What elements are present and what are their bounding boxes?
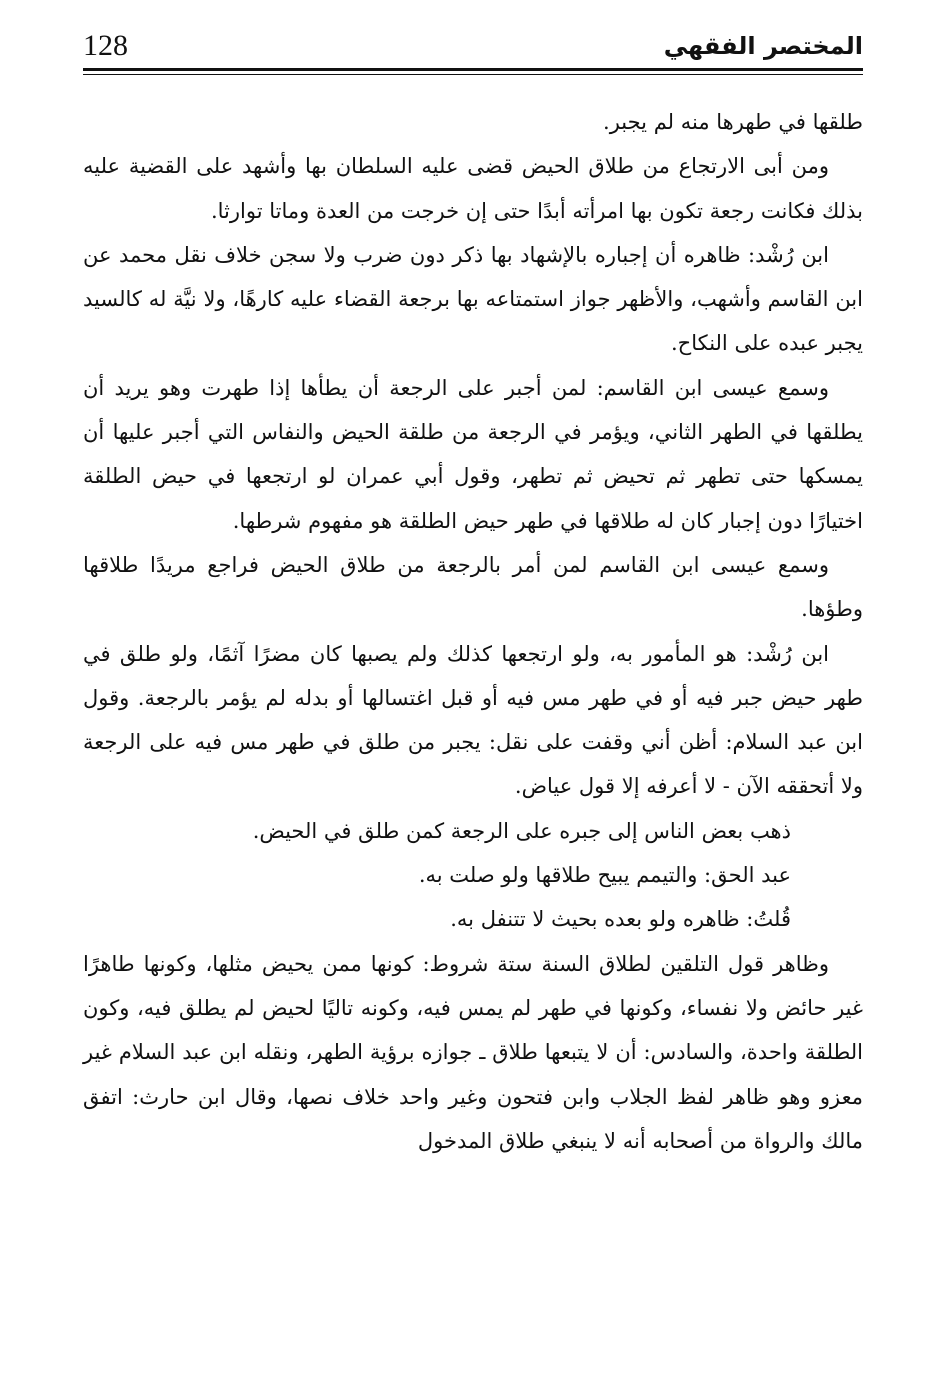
- paragraph-1: طلقها في طهرها منه لم يجبر.: [603, 110, 863, 134]
- paragraph-2: ومن أبى الارتجاع من طلاق الحيض قضى عليه السلطان بها وأشهد على القضية عليه بذلك فكانت رجعة تكون بها امرأته أبدًا حتى إن خرجت من العدة وماتا توارثا.: [83, 154, 863, 223]
- page-number: 128: [83, 29, 128, 62]
- paragraph-4: وسمع عيسى ابن القاسم: لمن أجبر على الرجعة أن يطأها إذا طهرت وهو يريد أن يطلقها في الطهر الثاني، ويؤمر في الرجعة من طلقة الحيض والنفاس التي أجبر عليها أن يمسكها حتى تطهر ثم تحيض ثم تطهر، وقول أبي عمران لو ارتجعها في حيض الطلقة اختيارًا دون إجبار كان له طلاقها في طهر حيض الطلقة هو مفهوم شرطها.: [83, 375, 863, 533]
- header-rule-thick: [83, 68, 863, 71]
- paragraph-6: ابن رُشْد: هو المأمور به، ولو ارتجعها كذلك ولم يصبها كان مضرًا آثمًا، ولو طلق في طهر حيض جبر فيه أو في طهر مس فيه أو قبل اغتسالها أو بدله لم يؤمر بالرجعة. وقول ابن عبد السلام: أظن أني وقفت على نقل: يجبر من طلق في طهر مس فيه على الرجعة ولا أتحققه الآن - لا أعرفه إلا قول عياض.: [83, 641, 863, 799]
- header-rule-thin: [83, 74, 863, 75]
- paragraph-5: وسمع عيسى ابن القاسم لمن أمر بالرجعة من طلاق الحيض فراجع مريدًا طلاقها وطؤها.: [83, 552, 863, 622]
- running-title: المختصر الفقهي: [663, 32, 863, 60]
- paragraph-10: وظاهر قول التلقين لطلاق السنة ستة شروط: كونها ممن يحيض مثلها، وكونها طاهرًا غير حائض ولا نفساء، وكونها في طهر لم يمس فيه، وكونه تاليًا لحيض لم يطلق فيه، وكون الطلقة واحدة، والسادس: أن لا يتبعها طلاق ـ جوازه برؤية الطهر، ونقله ابن عبد السلام غير معزو وهو ظاهر لفظ الجلاب وابن فتحون وغير واحد خلاف نصها، وقال ابن حارث: اتفق مالك والرواة من أصحابه أنه لا ينبغي طلاق المدخول: [83, 951, 863, 1153]
- paragraph-8: عبد الحق: والتيمم يبيح طلاقها ولو صلت به.: [418, 863, 791, 888]
- paragraph-7: ذهب بعض الناس إلى جبره على الرجعة كمن طلق في الحيض.: [252, 818, 791, 843]
- paragraph-9: قُلتُ: ظاهره ولو بعده بحيث لا تتنفل به.: [450, 907, 791, 932]
- page-header: [83, 26, 863, 66]
- body-text: [83, 100, 863, 1163]
- paragraph-3: ابن رُشْد: ظاهره أن إجباره بالإشهاد بها ذكر دون ضرب ولا سجن خلاف نقل محمد عن ابن القاسم وأشهب، والأظهر جواز استمتاعه بها برجعة القضاء عليه كارهًا، ولا نيَّة له كالسيد يجبر عبده على النكاح.: [83, 242, 863, 356]
